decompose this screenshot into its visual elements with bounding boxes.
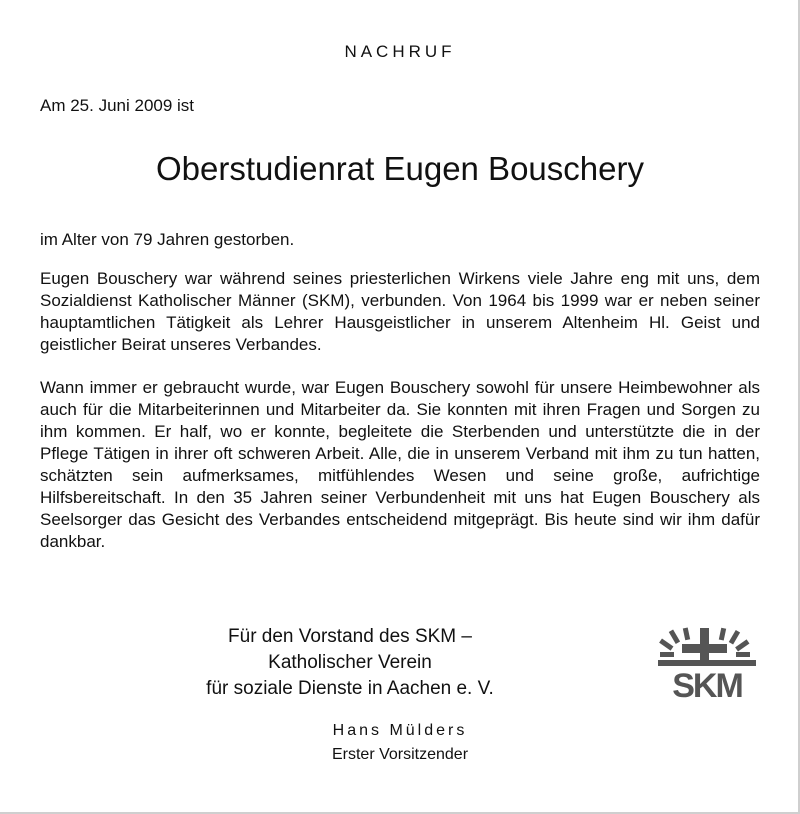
signature-line-3: für soziale Dienste in Aachen e. V.: [206, 678, 494, 699]
signer-name: Hans Mülders: [332, 722, 468, 739]
signature-line-2: Katholischer Verein: [268, 652, 432, 673]
skm-logo-icon: [654, 626, 760, 700]
skm-logo-text: SKM: [672, 667, 742, 700]
notice-heading: NACHRUF: [344, 42, 456, 61]
deceased-name: Oberstudienrat Eugen Bouschery: [156, 150, 644, 187]
tribute-paragraph-2: Wann immer er gebraucht wurde, war Eugen Bouschery sowohl für unsere Heimbewohner als auch für die Mitarbeiterinnen und Mitarbeiter da. Sie konnten mit ihren Fragen und Sorgen zu ihm kommen. Er half, wo er konnte, begleitete die Sterbenden und unterstützte die in der Pflege Tätigen in ihrer oft schweren Arbeit. Alle, die in unserem Verband mit ihm zu tun hatten, schätzten sein aufmerksames, mitfühlendes Wesen und seine große, aufrichtige Hilfsbereitschaft. In den 35 Jahren seiner Verbundenheit mit uns hat Eugen Bouschery als Seelsorger das Gesicht des Verbandes entscheidend mitgeprägt. Bis heute sind wir ihm dafür dankbar.: [40, 378, 760, 551]
signer-role: Erster Vorsitzender: [331, 746, 469, 763]
signature-line-1: Für den Vorstand des SKM –: [228, 626, 472, 647]
signature-organization: [120, 624, 580, 702]
age-line: im Alter von 79 Jahren gestorben.: [40, 230, 295, 249]
intro-line: Am 25. Juni 2009 ist: [40, 96, 195, 115]
tribute-paragraph-1: Eugen Bouschery war während seines priesterlichen Wirkens viele Jahre eng mit uns, dem Sozialdienst Katholischer Männer (SKM), verbunden. Von 1964 bis 1999 war er neben seiner hauptamtlichen Tätigkeit als Lehrer Hausgeistlicher in unserem Altenheim Hl. Geist und geistlicher Beirat unseres Verbandes.: [40, 269, 760, 354]
